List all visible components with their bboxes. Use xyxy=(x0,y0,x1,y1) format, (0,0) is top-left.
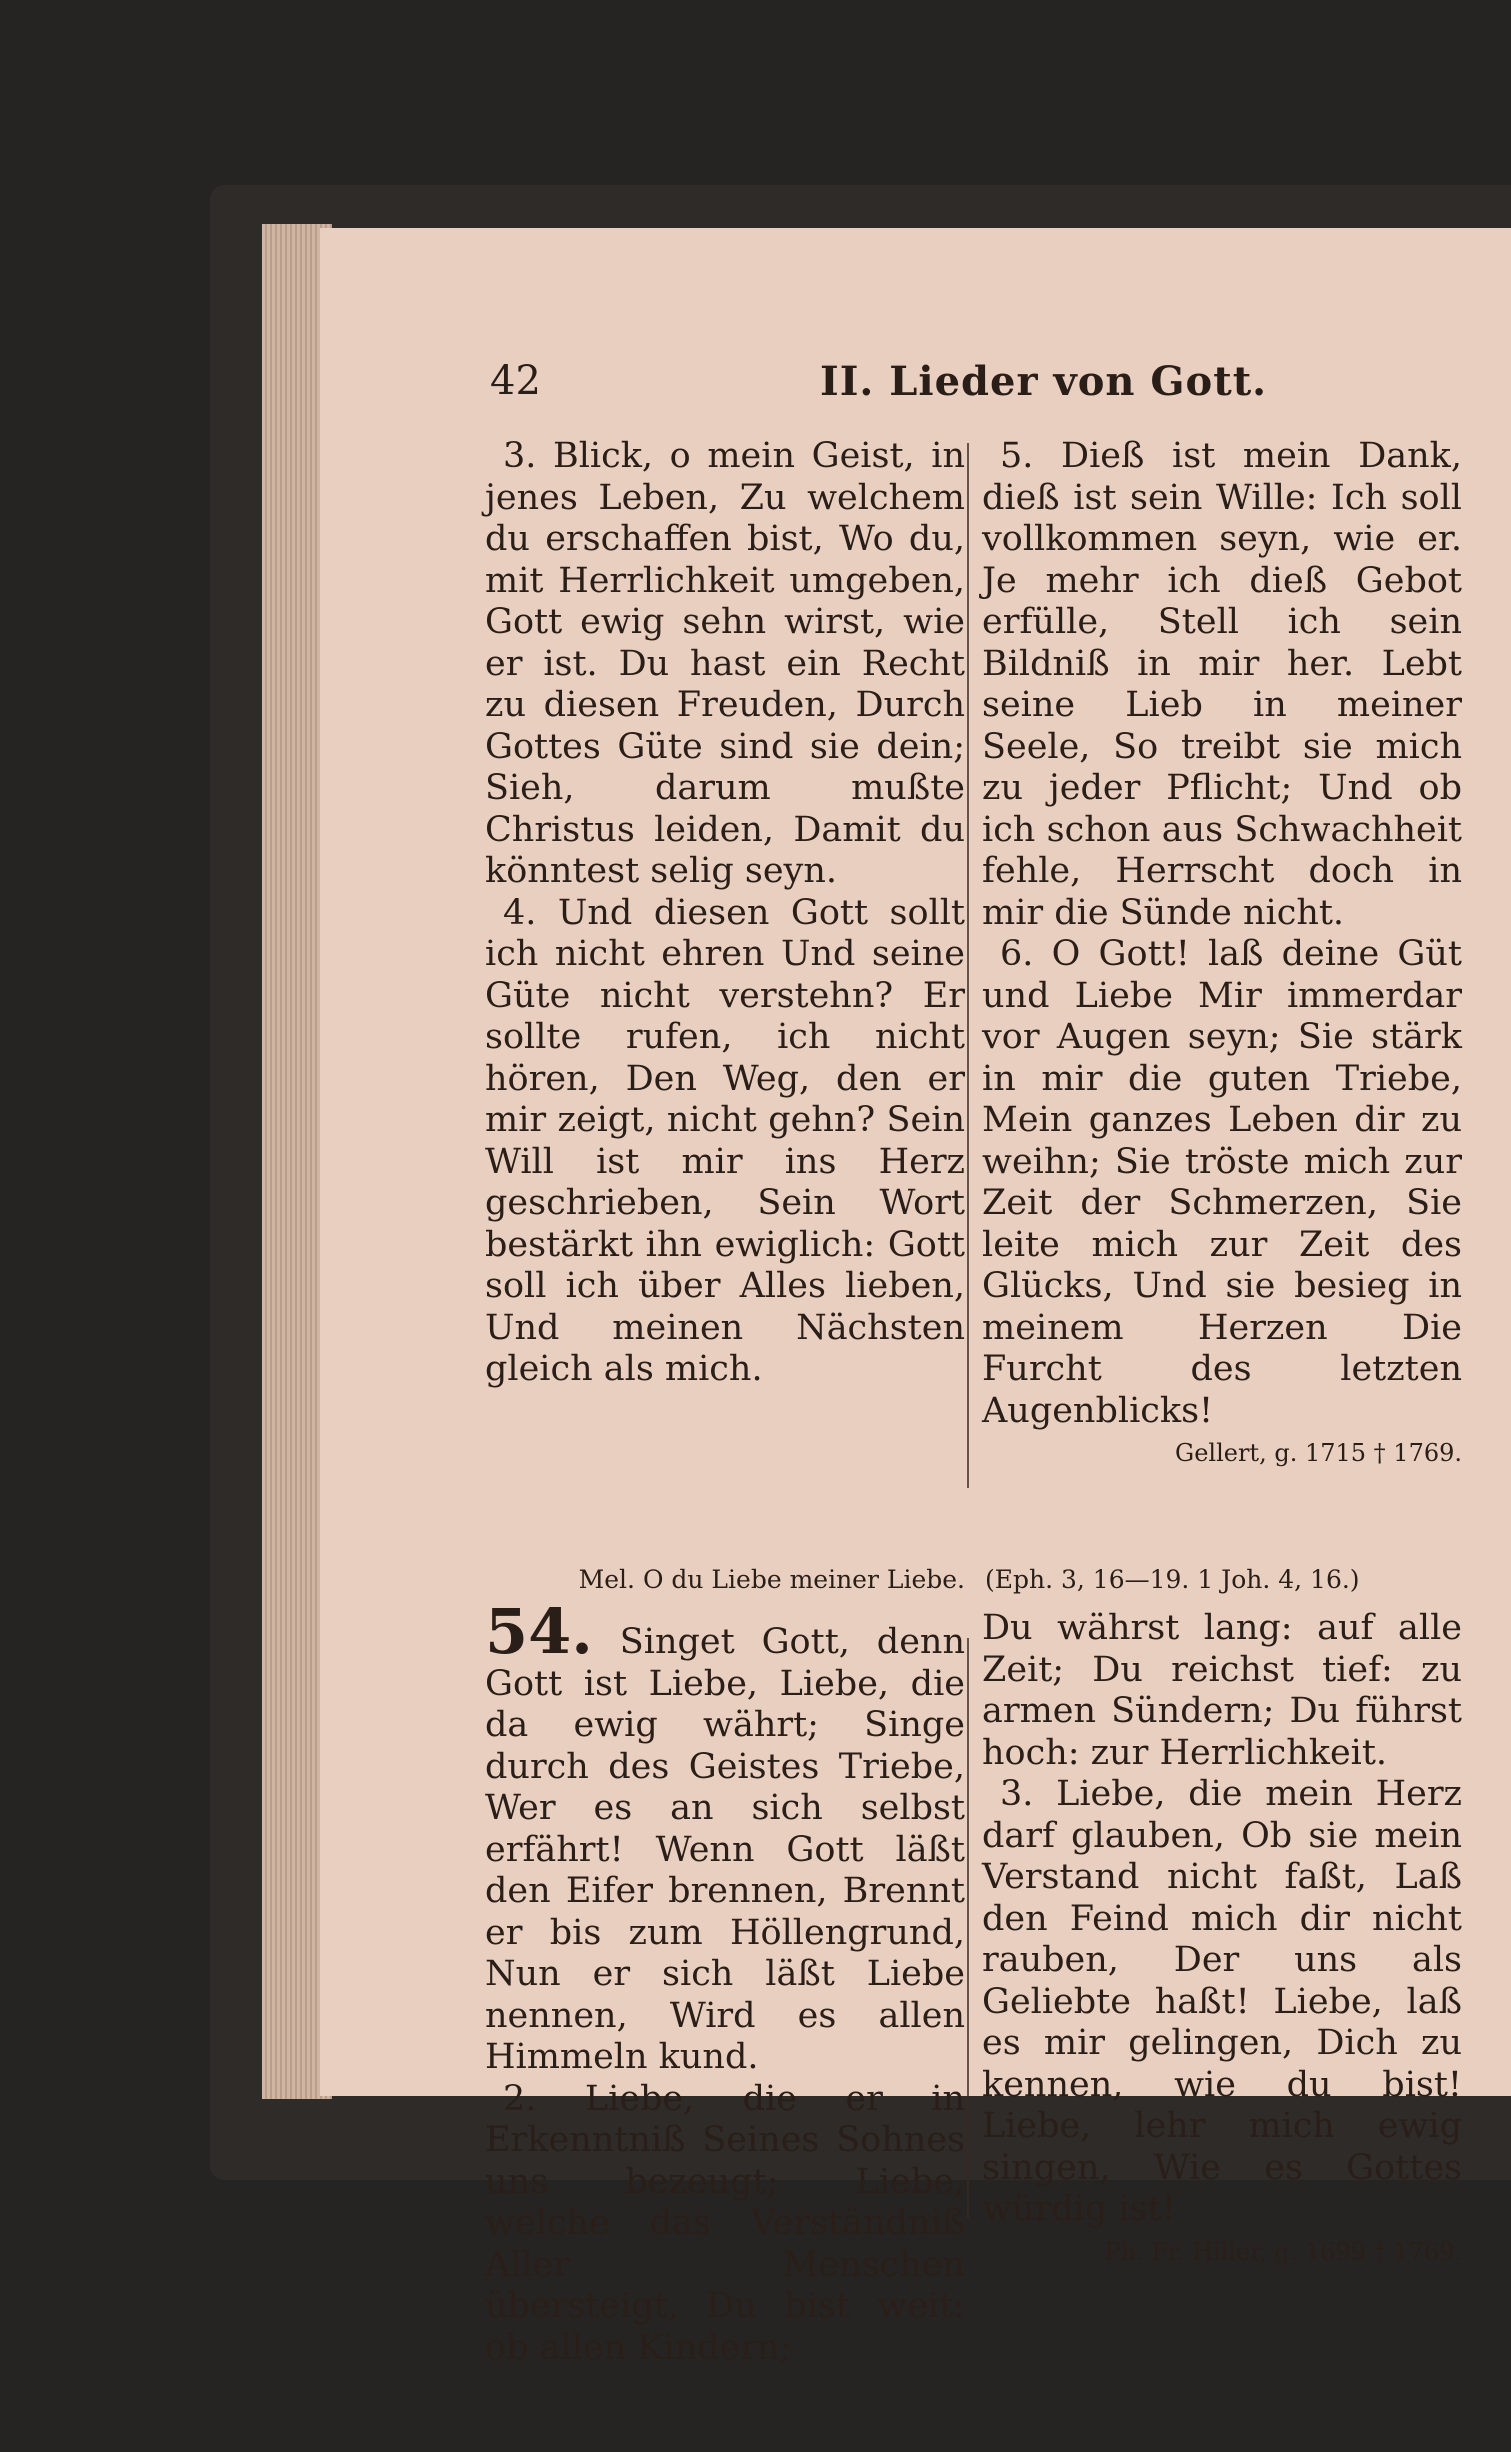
hymn-54-verse-1-text: Singet Gott, denn Gott ist Liebe, Liebe, die da ewig währt; Singe durch des Geistes Triebe, Wer es an sich selbst erfährt! Wenn Gott läßt den Eifer brennen, Brennt er bis zum Höllengrund, Nun er sich läßt Liebe nennen, Wird es allen Himmeln kund. xyxy=(485,1622,965,2077)
column-divider-top xyxy=(967,443,969,1488)
hymn-54-verse-2-cont: Du währst lang: auf alle Zeit; Du reichst tief: zu armen Sündern; Du führst hoch: zur Herrlichkeit. xyxy=(982,1608,1462,1773)
author-attribution-hiller: Ph. Fr. Hiller, g. 1699 † 1769. xyxy=(1104,2237,1462,2266)
page-number: 42 xyxy=(490,358,541,404)
hymn-54-verse-1 xyxy=(485,1595,965,2079)
hymn-54-verse-2: 2. Liebe, die er in Erkenntniß Seines Sohnes uns bezeugt; Liebe, welche das Verständniß Aller Menschen übersteigt, Du bist weit: ob allen Kindern; xyxy=(485,2078,965,2368)
verse-5: 5. Dieß ist mein Dank, dieß ist sein Wille: Ich soll vollkommen seyn, wie er. Je mehr ich dieß Gebot erfülle, Stell ich sein Bildniß in mir her. Lebt seine Lieb in meiner Seele, So treibt sie mich zu jeder Pflicht; Und ob ich schon aus Schwachheit fehle, Herrscht doch in mir die Sünde nicht. xyxy=(982,436,1462,933)
hymn-number: 54. xyxy=(485,1595,593,1668)
melody-line: Mel. O du Liebe meiner Liebe. xyxy=(578,1565,965,1594)
page-header xyxy=(490,358,1490,414)
column-divider-bottom xyxy=(967,1638,969,2218)
book-page xyxy=(320,228,1511,2368)
left-column-top xyxy=(485,436,965,1391)
running-title: II. Lieder von Gott. xyxy=(820,358,1268,405)
verse-6: 6. O Gott! laß deine Güt und Liebe Mir immerdar vor Augen seyn; Sie stärk in mir die guten Triebe, Mein ganzes Leben dir zu weihn; Sie tröste mich zur Zeit der Schmerzen, Sie leite mich zur Zeit des Glücks, Und sie besieg in meinem Herzen Die Furcht des letzten Augenblicks! xyxy=(982,934,1462,1431)
author-attribution-gellert: Gellert, g. 1715 † 1769. xyxy=(1175,1439,1462,1467)
hymn-54-verse-3: 3. Liebe, die mein Herz darf glauben, Ob sie mein Verstand nicht faßt, Laß den Feind mich dir nicht rauben, Der uns als Geliebte haßt! Liebe, laß es mir gelingen, Dich zu kennen, wie du bist! Liebe, lehr mich ewig singen, Wie es Gottes würdig ist! xyxy=(982,1774,1462,2229)
verse-4: 4. Und diesen Gott sollt ich nicht ehren Und seine Güte nicht verstehn? Er sollte rufen, ich nicht hören, Den Weg, den er mir zeigt, nicht gehn? Sein Will ist mir ins Herz geschrieben, Sein Wort bestärkt ihn ewiglich: Gott soll ich über Alles lieben, Und meinen Nächsten gleich als mich. xyxy=(485,892,965,1389)
left-column-bottom xyxy=(485,1595,965,2369)
verse-3: 3. Blick, o mein Geist, in jenes Leben, Zu welchem du erschaffen bist, Wo du, mit Herrlichkeit umgeben, Gott ewig sehn wirst, wie er ist. Du hast ein Recht zu diesen Freuden, Durch Gottes Güte sind sie dein; Sieh, darum mußte Christus leiden, Damit du könntest selig seyn. xyxy=(485,436,965,891)
right-column-bottom xyxy=(982,1608,1462,2269)
right-column-top xyxy=(982,436,1462,1470)
scripture-reference: (Eph. 3, 16—19. 1 Joh. 4, 16.) xyxy=(985,1565,1360,1594)
